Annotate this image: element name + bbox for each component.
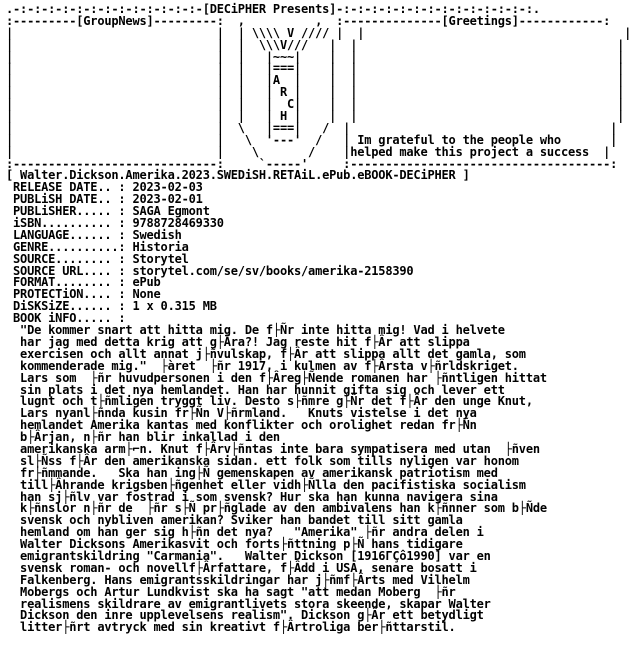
- nfo-line: svensk roman- och novellf├Ârfattare, f├Âdd i USA, senare bosatt i: [6, 560, 477, 575]
- nfo-line: | | | \\\V/// | | |: [6, 37, 625, 52]
- nfo-line: emigrantskildring "Carmania". Walter Dickson [1916ΓÇô1990] var en: [6, 548, 491, 563]
- nfo-line: iSBN.......... : 9788728469330: [6, 216, 224, 231]
- nfo-line: sl├Ñss f├Âr den amerikanska sidan. ett folk som tills nyligen var honom: [6, 453, 519, 468]
- nfo-line: :-----------------------------: `-----' :-------------------------------------:: [6, 156, 618, 171]
- nfo-line: | | | |===| | | |: [6, 61, 625, 76]
- nfo-line: fr├ñmmande. Ska han ing├Ñ gemenskapen av amerikansk patriotism med: [6, 465, 498, 480]
- nfo-line: .-:-:-:-:-:-:-:-:-:-:-:-:-:-[DECiPHER Presents]-:-:-:-:-:-:-:-:-:-:-:-:-:-:.: [6, 2, 540, 16]
- nfo-line: sin plats i det nya hemlandet. Han har hunnit gifta sig och lever ett: [6, 382, 505, 397]
- nfo-line: b├Ârjan, n├ñr han blir inkallad i den: [6, 430, 280, 445]
- nfo-line: han sj├ñlv var fostrad i som svensk? Hur ska han kunna navigera sina: [6, 489, 498, 504]
- nfo-line: realismens skildrare av emigrantlivets stora skeende, skapar Walter: [6, 596, 491, 611]
- nfo-line: | | | |~~~| | | |: [6, 49, 625, 64]
- nfo-line: Falkenberg. Hans emigrantsskildringar har j├ñmf├Ârts med Vilhelm: [6, 572, 470, 587]
- nfo-line: lugnt och t├ñmligen tryggt liv. Desto s├ñmre g├Ñr det f├Âr den unge Knut,: [6, 394, 533, 409]
- nfo-line: DiSKSiZE...... : 1 x 0.315 MB: [6, 299, 217, 314]
- nfo-line: har jag med detta krig att g├Âra?! Jag reste hit f├Âr att slippa: [6, 334, 470, 349]
- nfo-line: PUBLiSHER..... : SAGA Egmont: [6, 204, 210, 219]
- nfo-line: | | | | H | | | |: [6, 109, 625, 124]
- nfo-line: BOOK iNFO..... :: [6, 311, 126, 326]
- nfo-line: "De kommer snart att hitta mig. De f├Ñr inte hitta mig! Vad i helvete: [6, 323, 505, 338]
- nfo-line: k├ñnslor n├ñr de ├ñr s├Ñ pr├ñglade av den ambivalens han k├ñnner som b├Ñde: [6, 501, 547, 516]
- nfo-line: LANGUAGE...... : Swedish: [6, 227, 182, 242]
- nfo-line: kommenderade mig." ├àret ├ñr 1917, i kulmen av f├Ârsta v├ñrldskriget.: [6, 358, 519, 373]
- nfo-line: GENRE..........: Historia: [6, 239, 189, 254]
- nfo-line: amerikanska arm├⌐n. Knut f├Ârv├ñntas inte bara sympatisera med utan ├ñven: [6, 441, 540, 456]
- nfo-line: | | | | R | | | |: [6, 85, 625, 100]
- nfo-line: Lars nyanl├ñnda kusin fr├Ñn V├ñrmland. Knuts vistelse i det nya: [6, 406, 477, 421]
- nfo-line: hemlandet Amerika kantas med konflikter och orolighet redan fr├Ñn: [6, 418, 477, 433]
- nfo-line: Walter Dicksons Amerikasvit och forts├ñttning p├Ñ hans tidigare: [6, 537, 463, 552]
- nfo-line: PUBLiSH DATE.. : 2023-02-01: [6, 192, 203, 207]
- nfo-line: Lars som ├ñr huvudpersonen i den f├Âreg├Ñende romanen har ├ñntligen hittat: [6, 370, 547, 385]
- nfo-line: till├Âhrande krigsben├ñgenhet eller vidh├Ñlla den pacifistiska socialism: [6, 477, 526, 492]
- nfo-line: :---------[GroupNews]---------: , , :--------------[Greetings]------------:: [6, 13, 611, 28]
- nfo-line: | | \ |===| / | |: [6, 120, 618, 135]
- nfo-line: | | | | C| | | |: [6, 97, 625, 112]
- nfo-line: Dickson den inre upplevelsens realism". Dickson g├Âr ett betydligt: [6, 608, 484, 623]
- nfo-line: | | | \\\\ V //// | | |: [6, 25, 632, 40]
- nfo-line: litter├ñrt avtryck med sin kreativt f├Ârtroliga ber├ñttarstil.: [6, 620, 456, 635]
- nfo-line: | | \ '---' / | Im grateful to the people who |: [6, 132, 618, 147]
- nfo-line: Mobergs och Artur Lundkvist ska ha sagt "att medan Moberg ├ñr: [6, 584, 456, 599]
- nfo-line: SOURCE........ : Storytel: [6, 251, 189, 266]
- nfo-line: RELEASE DATE.. : 2023-02-03: [6, 180, 203, 195]
- nfo-line: svensk och nybliven amerikan? Sviker han bandet till sitt gamla: [6, 513, 463, 528]
- nfo-line: | | | |A | | | |: [6, 73, 625, 88]
- nfo-line: hemland om han ger sig h├ñn det nya? "Amerika" ├ñr andra delen i: [6, 525, 484, 540]
- nfo-line: | | \ / |helped make this project a success |: [6, 144, 611, 159]
- nfo-line: [ Walter.Dickson.Amerika.2023.SWEDiSH.RETAiL.ePub.eBOOK-DECiPHER ]: [6, 168, 470, 183]
- nfo-line: exercisen och allt annat j├ñvulskap, f├Âr att slippa allt det gamla, som: [6, 346, 526, 361]
- nfo-line: FORMAT........ : ePub: [6, 275, 161, 290]
- nfo-line: SOURCE URL.... : storytel.com/se/sv/books/amerika-2158390: [6, 263, 414, 278]
- nfo-line: PROTECTiON.... : None: [6, 287, 161, 302]
